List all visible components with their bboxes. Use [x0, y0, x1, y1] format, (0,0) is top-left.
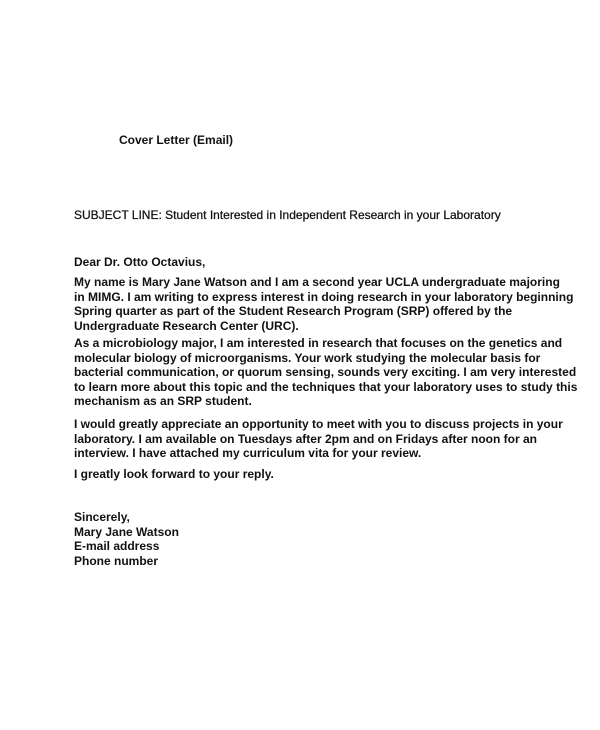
- text-line: bacterial communication, or quorum sensing, sounds very exciting. I am very interested: [74, 365, 577, 380]
- text-line: I would greatly appreciate an opportunity to meet with you to discuss projects in your: [74, 417, 563, 431]
- text-line: I greatly look forward to your reply.: [74, 467, 274, 481]
- subject-line: SUBJECT LINE: Student Interested in Independent Research in your Laboratory: [74, 208, 501, 222]
- text-line: molecular biology of microorganisms. Your work studying the molecular basis for: [74, 350, 541, 365]
- sender-phone: Phone number: [74, 553, 159, 568]
- greeting: Dear Dr. Otto Octavius,: [74, 255, 206, 269]
- signature-block: [74, 510, 179, 568]
- sender-email: E-mail address: [74, 539, 160, 554]
- paragraph-meeting: [74, 417, 563, 461]
- text-line: My name is Mary Jane Watson and I am a second year UCLA undergraduate majoring: [74, 275, 560, 289]
- sender-name: Mary Jane Watson: [74, 524, 179, 539]
- text-line: mechanism as an SRP student.: [74, 394, 252, 409]
- text-line: interview. I have attached my curriculum vita for your review.: [74, 446, 422, 461]
- sign-off: Sincerely,: [74, 510, 130, 524]
- paragraph-interest: [74, 336, 577, 409]
- text-line: Undergraduate Research Center (URC).: [74, 318, 299, 333]
- text-line: As a microbiology major, I am interested in research that focuses on the genetics and: [74, 336, 563, 350]
- document-title: Cover Letter (Email): [119, 133, 234, 147]
- text-line: to learn more about this topic and the techniques that your laboratory uses to study this: [74, 379, 578, 394]
- text-line: laboratory. I am available on Tuesdays after 2pm and on Fridays after noon for an: [74, 431, 538, 446]
- text-line: in MIMG. I am writing to express interest in doing research in your laboratory beginning: [74, 289, 574, 304]
- paragraph-intro: [74, 275, 573, 333]
- text-line: Spring quarter as part of the Student Research Program (SRP) offered by the: [74, 304, 513, 319]
- paragraph-closing: [74, 467, 274, 482]
